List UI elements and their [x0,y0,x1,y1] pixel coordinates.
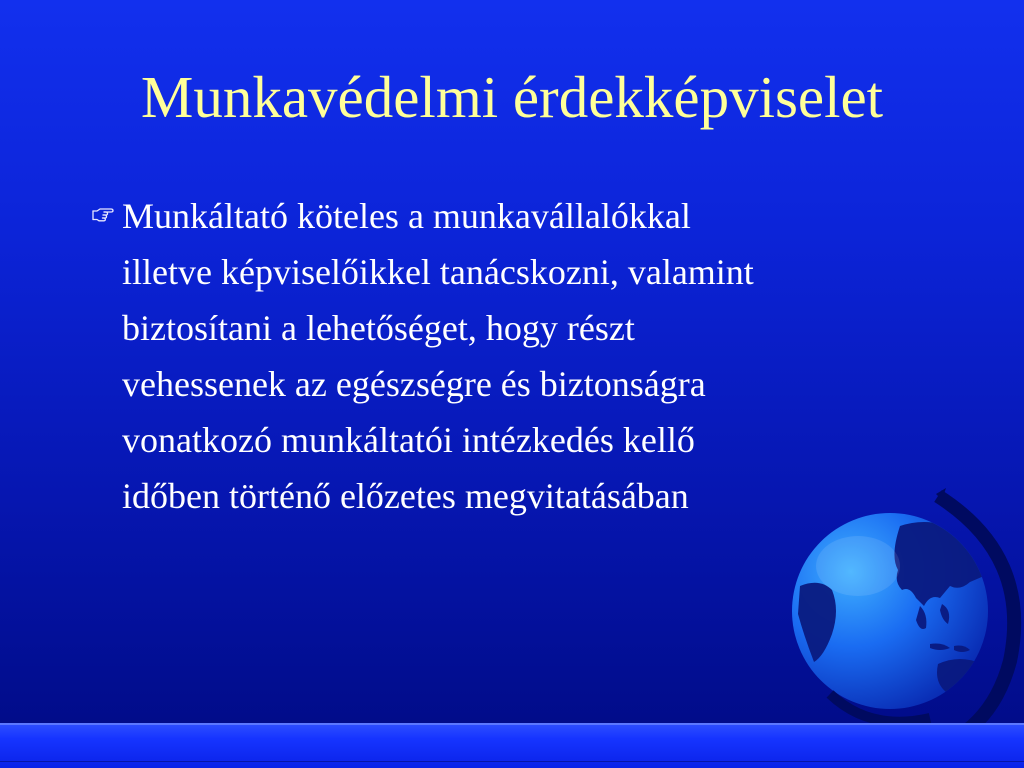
bullet-item [92,188,952,524]
bullet-line: biztosítani a lehetőséget, hogy részt [122,308,635,348]
bullet-line: Munkáltató köteles a munkavállalókkal [122,196,691,236]
bottom-bar [0,723,1024,768]
pointing-hand-icon [92,206,122,229]
slide-title: Munkavédelmi érdekképviselet [140,64,884,130]
bullet-line: vehessenek az egészségre és biztonságra [122,364,706,404]
bullet-line: illetve képviselőikkel tanácskozni, valamint [122,252,754,292]
bullet-line: időben történő előzetes megvitatásában [122,476,689,516]
bullet-line: vonatkozó munkáltatói intézkedés kellő [122,420,695,460]
bullet-text [122,188,754,524]
